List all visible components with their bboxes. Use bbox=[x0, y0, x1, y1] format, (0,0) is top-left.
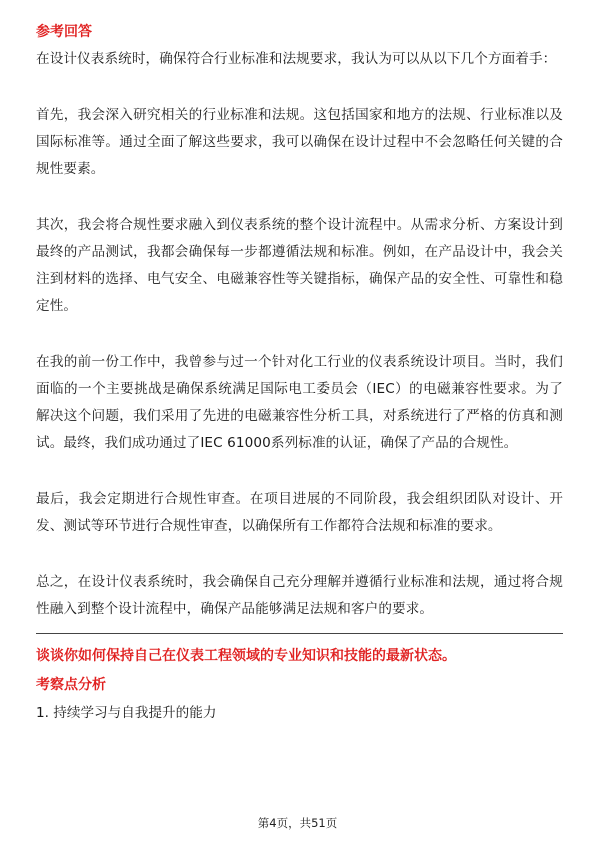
paragraph-first: 首先，我会深入研究相关的行业标准和法规。这包括国家和地方的法规、行业标准以及国际标准等。通过全面了解这些要求，我可以确保在设计过程中不会忽略任何关键的合规性要素。 bbox=[36, 107, 563, 177]
paragraph-last: 最后，我会定期进行合规性审查。在项目进展的不同阶段，我会组织团队对设计、开发、测试等环节进行合规性审查，以确保所有工作都符合法规和标准的要求。 bbox=[36, 491, 563, 534]
paragraph-intro: 在设计仪表系统时，确保符合行业标准和法规要求，我认为可以从以下几个方面着手： bbox=[36, 51, 557, 67]
paragraph-summary: 总之，在设计仪表系统时，我会确保自己充分理解并遵循行业标准和法规，通过将合规性融入到整个设计流程中，确保产品能够满足法规和客户的要求。 bbox=[36, 574, 563, 617]
document-page bbox=[36, 22, 563, 723]
paragraph-experience: 在我的前一份工作中，我曾参与过一个针对化工行业的仪表系统设计项目。当时，我们面临的一个主要挑战是确保系统满足国际电工委员会（IEC）的电磁兼容性要求。为了解决这个问题，我们采用了先进的电磁兼容性分析工具，对系统进行了严格的仿真和测试。最终，我们成功通过了IEC 61000系列标准的认证，确保了产品的合规性。 bbox=[36, 354, 563, 451]
page-number-footer: 第4页，共51页 bbox=[257, 816, 338, 830]
analysis-point: 1. 持续学习与自我提升的能力 bbox=[36, 705, 217, 721]
analysis-heading: 考察点分析 bbox=[36, 677, 106, 693]
section-divider bbox=[36, 633, 563, 634]
reference-answer-heading: 参考回答 bbox=[36, 24, 92, 40]
paragraph-second: 其次，我会将合规性要求融入到仪表系统的整个设计流程中。从需求分析、方案设计到最终的产品测试，我都会确保每一步都遵循法规和标准。例如，在产品设计中，我会关注到材料的选择、电气安全、电磁兼容性等关键指标，确保产品的安全性、可靠性和稳定性。 bbox=[36, 217, 563, 314]
next-question-title: 谈谈你如何保持自己在仪表工程领域的专业知识和技能的最新状态。 bbox=[36, 648, 456, 664]
